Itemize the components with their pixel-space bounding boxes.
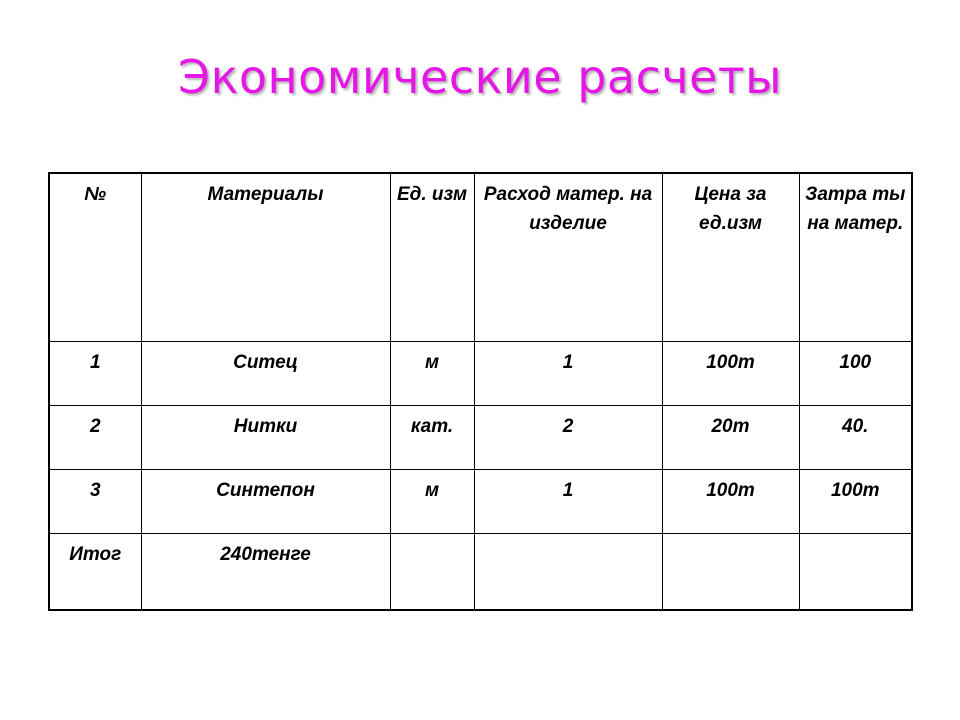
empty-cell <box>662 534 799 611</box>
empty-cell <box>799 534 912 611</box>
cell-consumption: 1 <box>474 470 662 534</box>
column-header-unit: Ед. изм <box>390 173 474 342</box>
table-row <box>49 470 912 534</box>
cell-unit: м <box>390 342 474 406</box>
column-header-consumption: Расход матер. на изделие <box>474 173 662 342</box>
table-row <box>49 406 912 470</box>
cell-consumption: 1 <box>474 342 662 406</box>
cell-unit-price: 100т <box>662 470 799 534</box>
cell-number: 1 <box>49 342 141 406</box>
total-label: Итог <box>49 534 141 611</box>
column-header-unit-price: Цена за ед.изм <box>662 173 799 342</box>
cell-cost: 100т <box>799 470 912 534</box>
cell-cost: 40. <box>799 406 912 470</box>
page-title: Экономические расчеты <box>177 50 782 104</box>
cell-material: Нитки <box>141 406 390 470</box>
total-value: 240тенге <box>141 534 390 611</box>
cell-material: Ситец <box>141 342 390 406</box>
column-header-cost: Затра ты на матер. <box>799 173 912 342</box>
cell-cost: 100 <box>799 342 912 406</box>
empty-cell <box>390 534 474 611</box>
cell-unit-price: 100т <box>662 342 799 406</box>
cell-unit: м <box>390 470 474 534</box>
cell-unit-price: 20т <box>662 406 799 470</box>
table-total-row <box>49 534 912 611</box>
cell-number: 3 <box>49 470 141 534</box>
cell-unit: кат. <box>390 406 474 470</box>
table-header-row <box>49 173 912 342</box>
cell-consumption: 2 <box>474 406 662 470</box>
empty-cell <box>474 534 662 611</box>
calculation-table <box>48 172 913 611</box>
column-header-number: № <box>49 173 141 342</box>
cell-number: 2 <box>49 406 141 470</box>
column-header-materials: Материалы <box>141 173 390 342</box>
cell-material: Синтепон <box>141 470 390 534</box>
table-row <box>49 342 912 406</box>
